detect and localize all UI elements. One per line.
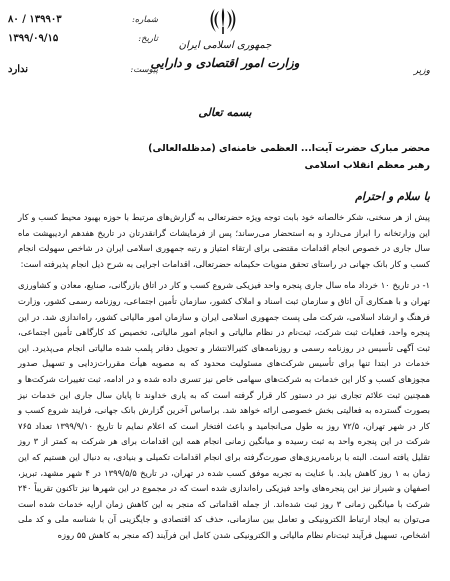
letter-number-row <box>8 14 158 33</box>
letter-number-value: ۸۰ / ۱۳۹۹۰۳ <box>8 14 62 25</box>
iran-emblem-icon <box>209 6 237 36</box>
salutation: با سلام و احترام <box>355 190 430 203</box>
paragraph-intro: پیش از هر سخنی، شکر خالصانه خود بابت توجه ویژه حضرتعالی به گزارش‌های مرتبط با حوزه بهبود محیط کسب و کار این وزارتخانه را ابراز می‌دارد و به استحضار می‌رساند؛ پس از فرمایشات گرانقدرتان در تاریخ هفدهم اردیبهشت ماه سال جاری در خصوص انجام اقدامات مقتضی برای ارتقاء امتیاز و رتبه جمهوری اسلامی ایران در شاخص سهولت انجام کسب و کار بانک جهانی در راستای تحقق منویات حکیمانه حضرتعالی، اقدامات اجرایی به شرح ذیل انجام پذیرفته است: <box>18 212 430 269</box>
paragraph-item-1: ۱- در تاریخ ۱۰ خرداد ماه سال جاری پنجره واحد فیزیکی شروع کسب و کار در اتاق بازرگانی، صنایع، معادن و کشاورزی تهران و با همکاری آن اتاق و سازمان ثبت اسناد و املاک کشور، سازمان تأمین اجتماعی، روزنامه رسمی کشور، وزارت فرهنگ و ارشاد اسلامی، شرکت ملی پست جمهوری اسلامی ایران و سازمان امور مالیاتی کشور، راه‌اندازی شد. در این پنجره واحد، فعلیات ثبت شرکت، ثبت‌نام در نظام مالیاتی و انجام امور مالیاتی، تخصیص کد کارگاهی تأمین اجتماعی، ثبت آگهی تأسیس در روزنامه رسمی و روزنامه‌های کثیرالانتشار و تحویل دفاتر پلمب شده مالیاتی انجام می‌پذیرد. این خدمات در ابتدا تنها برای تأسیس شرکت‌های مسئولیت محدود که به مصوبه هیأت مقررات‌زدایی و تسهیل صدور مجوزهای کسب و کار این خدمات به شرکت‌های سهامی خاص نیز تسری داده شده و در ادامه، ثبت تغییرات شرکت‌ها و همچنین ثبت علائم تجاری نیز در دستور کار قرار گرفته است که به یاری خداوند تا پایان سال جاری این خدمات نیز بصورت گسترده به فعالیتی بخش خصوصی ارائه خواهد شد. براساس آخرین گزارش بانک جهانی، فرایند شروع کسب و کار در شهر تهران، ۷۲/۵ روز به طول می‌انجامید و باعث افتخار است که اعلام نمایم تا تاریخ ۱۳۹۹/۹/۱۰ تعداد ۷۶۵ شرکت در این پنجره واحد به ثبت رسیده و میانگین زمانی انجام همه این اقدامات برای هر شرکت به کمتر از ۳ روز تقلیل یافته است. البته با برنامه‌ریزی‌های صورت‌گرفته برای انجام اقدامات تکمیلی و بنیادی، به دنبال این هستیم که این زمان به ۱ روز کاهش یابد. با عنایت به تجربه موفق کسب شده در تهران، در تاریخ ۱۳۹۹/۵/۵ در ۴ شهر مشهد، تبریز، اصفهان و شیراز نیز این پنجره‌های واحد فیزیکی راه‌اندازی شده است که در مجموع در این شهرها نیز تاکنون تقریباً ۲۴۰ شرکت با میانگین زمانی ۳ روز ثبت شده‌اند. از جمله اقداماتی که منجر به این کاهش زمان ارایه خدمات شده است می‌توان به ایجاد ارتباط الکترونیکی و تعامل بین سازمانی، حذف کد اقتصادی و جایگزینی آن با شناسه ملی و کد ملی اشخاص، تسهیل فرآیند ثبت‌نام نظام مالیاتی و الکترونیکی شدن کامل این فرآیند (که منجر به کاهش ۵۵ روزه <box>18 280 431 540</box>
letter-date-value: ۱۳۹۹/۰۹/۱۵ <box>8 33 59 44</box>
letter-date-label: تاریخ: <box>138 34 158 44</box>
letter-meta <box>8 14 158 83</box>
bismillah: بسمه تعالی <box>198 106 252 119</box>
letter-date-row <box>8 33 158 52</box>
addressee-line-1: محضر مبارک حضرت آیت‌ا... العظمی خامنه‌ای (مدظله‌العالی) <box>148 143 430 154</box>
republic-name: جمهوری اسلامی ایران <box>178 40 272 51</box>
ministry-heading <box>140 38 310 72</box>
letter-attachment-row <box>8 64 158 83</box>
letter-attachment-value: ندارد <box>8 64 29 75</box>
letter-attachment-label: پیوست: <box>130 65 158 75</box>
letter-body <box>18 140 430 543</box>
addressee-line-2: رهبر معظم انقلاب اسلامی <box>304 160 430 171</box>
official-title: وزیر <box>413 66 430 76</box>
ministry-name: وزارت امور اقتصادی و دارایی <box>150 56 300 70</box>
letter-number-label: شماره: <box>131 15 158 25</box>
